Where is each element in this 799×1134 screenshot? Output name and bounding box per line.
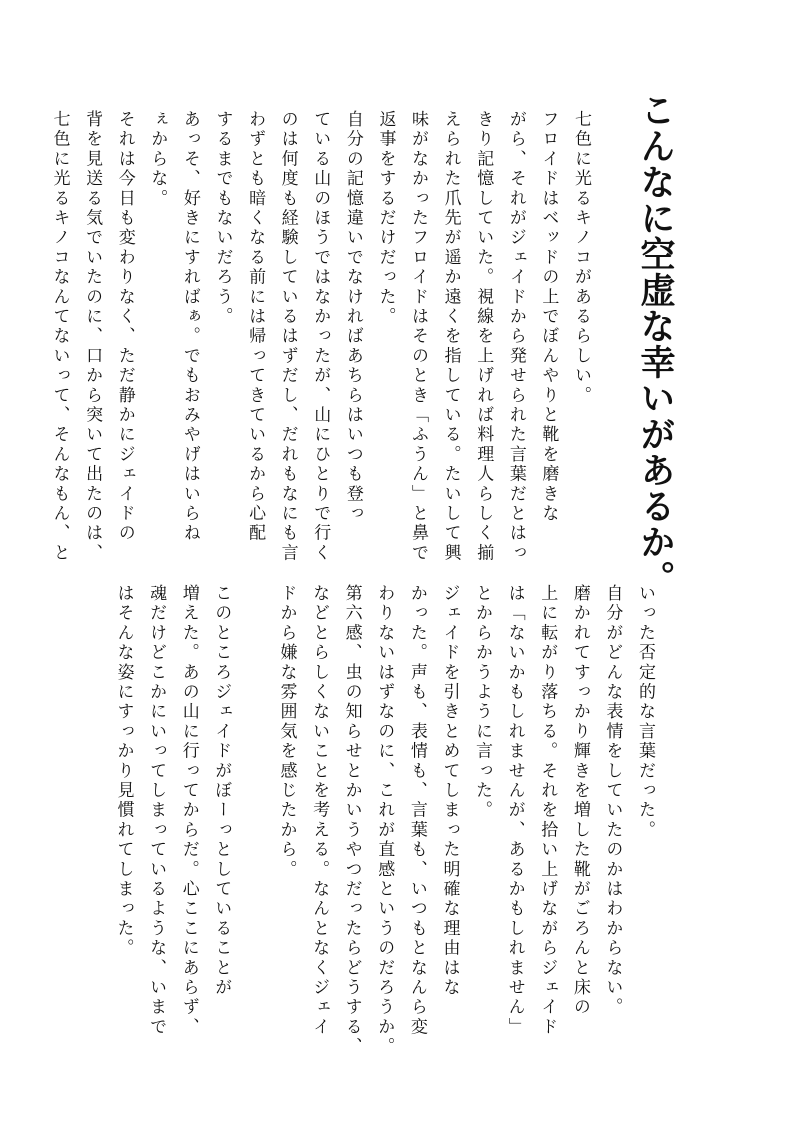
- text-line: がら、それがジェイドから発せられた言葉だとはっ: [505, 110, 526, 564]
- text-line: 磨かれてすっかり輝きを増した靴がごろんと床の: [569, 584, 590, 1018]
- text-line: 背を見送る気でいたのに、口から突いて出たのは、: [82, 110, 103, 564]
- text-line: フロイドはベッドの上でぼんやりと靴を磨きな: [538, 110, 559, 524]
- text-line: は「ないかもしれませんが、あるかもしれません」: [504, 584, 525, 1038]
- text-line: 魂だけどこかにいってしまっているような、いまで: [146, 584, 167, 1038]
- scene-break: [237, 584, 270, 1034]
- text-line: ぇからな。: [147, 110, 168, 209]
- text-line: 返事をするだけだった。: [375, 110, 396, 327]
- text-line: それは今日も変わりなく、ただ静かにジェイドの: [114, 110, 135, 544]
- text-line: とからかうように言った。: [472, 584, 493, 821]
- text-line: あっそ、好きにすればぁ。でもおみやげはいらね: [179, 110, 200, 544]
- text-line: いった否定的な言葉だった。: [635, 584, 655, 841]
- text-block-bottom: [107, 584, 661, 1057]
- text-line: のは何度も経験しているはずだし、だれもなにも言: [277, 110, 298, 564]
- text-line: 自分がどんな表情をしていたのかはわからない。: [602, 584, 623, 1018]
- text-line: えられた爪先が遥か遠くを指している。たいして興: [440, 110, 461, 564]
- text-line: このところジェイドがぼーっとしていることが: [211, 584, 232, 998]
- text-line: わずとも暗くなる前には帰ってきているから心配: [245, 110, 266, 544]
- text-line: 七色に光るキノコなんてないって、そんなもん、と: [49, 110, 70, 564]
- text-line: するまでもないだろう。: [212, 110, 233, 327]
- text-line: などとらしくないことを考える。なんとなくジェイ: [309, 584, 330, 1038]
- text-line: 第六感、虫の知らせとかいうやつだったらどうする、: [341, 584, 362, 1057]
- text-line: ジェイドを引きとめてしまった明確な理由はな: [439, 584, 460, 998]
- page-title: こんなに空虚な幸いがあるか。: [635, 92, 675, 596]
- text-line: 増えた。あの山に行ってからだ。心ここにあらず、: [178, 584, 199, 1038]
- text-line: かった。声も、表情も、言葉も、いつもとなんら変: [406, 584, 427, 1038]
- text-line: ている山のほうではなかったが、山にひとりで行く: [310, 110, 331, 564]
- text-line: 自分の記憶違いでなければあちらはいつも登っ: [342, 110, 363, 524]
- text-block-top: [43, 110, 597, 564]
- text-line: ドから嫌な雰囲気を感じたから。: [276, 584, 297, 880]
- text-line: 上に転がり落ちる。それを拾い上げながらジェイド: [537, 584, 558, 1038]
- text-line: きり記憶していた。視線を上げれば料理人らしく揃: [473, 110, 494, 564]
- text-line: 味がなかったフロイドはそのとき「ふうん」と鼻で: [408, 110, 429, 564]
- text-line: わりないはずなのに、これが直感というのだろうか。: [374, 584, 395, 1057]
- text-line: はそんな姿にすっかり見慣れてしまった。: [113, 584, 134, 959]
- text-line: 七色に光るキノコがあるらしい。: [571, 110, 591, 406]
